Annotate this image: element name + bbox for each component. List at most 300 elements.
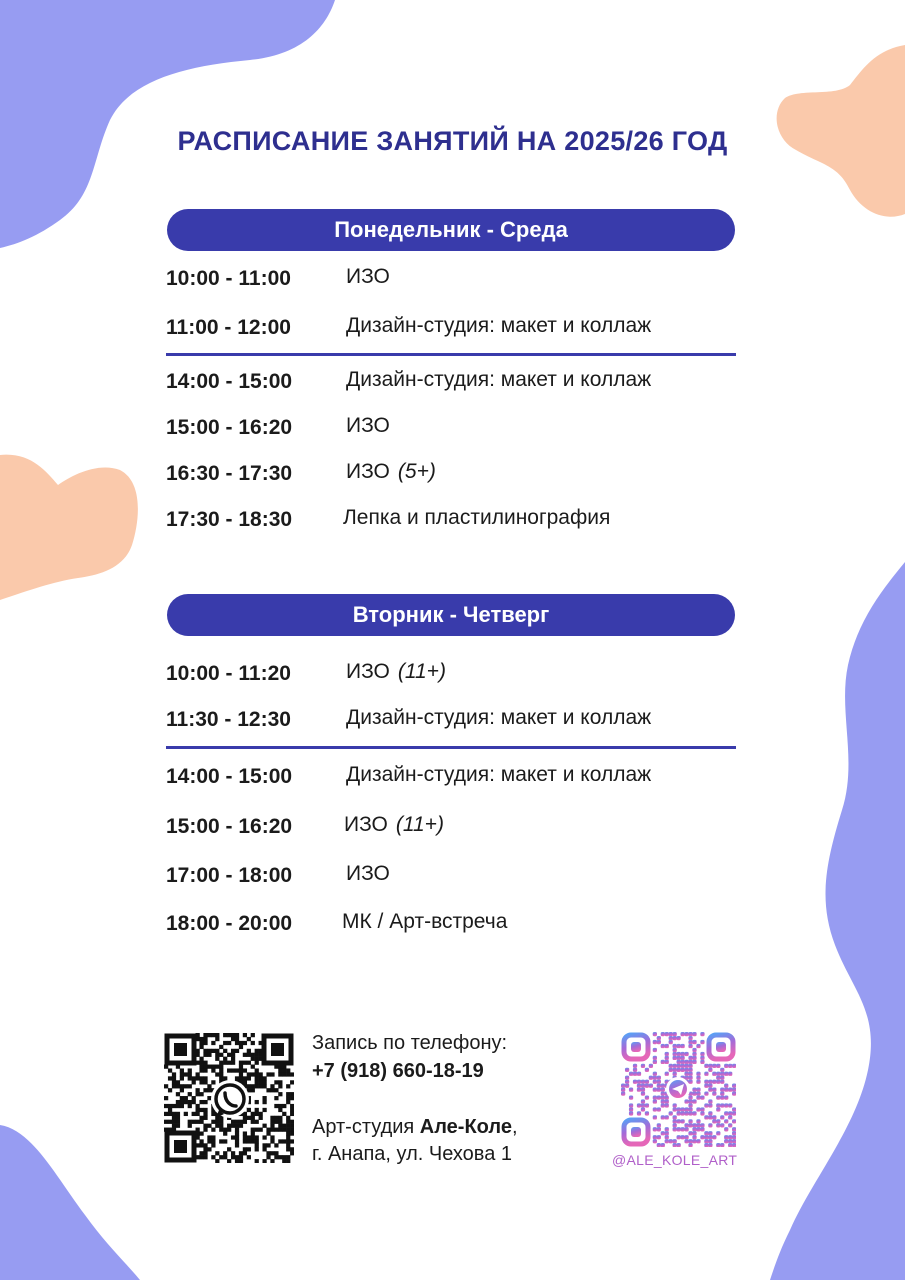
qr-module	[680, 1060, 684, 1064]
qr-module	[637, 1103, 641, 1107]
qr-module	[684, 1111, 688, 1115]
qr-module	[251, 1112, 255, 1116]
qr-module	[629, 1111, 633, 1115]
qr-module	[290, 1108, 294, 1112]
qr-module	[641, 1091, 645, 1095]
qr-module	[684, 1060, 688, 1064]
qr-module	[270, 1116, 274, 1120]
qr-module	[688, 1099, 692, 1103]
qr-module	[704, 1080, 708, 1084]
qr-module	[669, 1036, 673, 1040]
qr-module	[278, 1104, 282, 1108]
qr-module	[653, 1115, 657, 1119]
qr-module	[243, 1116, 247, 1120]
qr-module	[168, 1076, 172, 1080]
qr-module	[657, 1107, 661, 1111]
qr-module	[164, 1120, 168, 1124]
qr-module	[653, 1107, 657, 1111]
qr-module	[653, 1056, 657, 1060]
qr-module	[192, 1080, 196, 1084]
qr-module	[680, 1119, 684, 1123]
qr-module	[692, 1088, 696, 1092]
row-activity: ИЗО	[346, 414, 390, 437]
qr-module	[211, 1128, 215, 1132]
qr-module	[207, 1147, 211, 1151]
qr-module	[716, 1123, 720, 1127]
qr-module	[274, 1143, 278, 1147]
qr-module	[732, 1084, 736, 1088]
qr-module	[243, 1131, 247, 1135]
qr-module	[688, 1119, 692, 1123]
qr-module	[688, 1068, 692, 1072]
qr-module	[231, 1037, 235, 1041]
qr-module	[203, 1151, 207, 1155]
qr-module	[688, 1064, 692, 1068]
qr-module	[290, 1080, 294, 1084]
qr-module	[680, 1127, 684, 1131]
qr-module	[712, 1088, 716, 1092]
qr-module	[688, 1123, 692, 1127]
qr-module	[684, 1135, 688, 1139]
qr-module	[203, 1053, 207, 1057]
qr-module	[708, 1131, 712, 1135]
qr-module	[274, 1128, 278, 1132]
phone-label: Запись по телефону:	[312, 1032, 508, 1054]
qr-module	[677, 1064, 681, 1068]
qr-module	[700, 1032, 704, 1036]
qr-module	[270, 1151, 274, 1155]
qr-module	[227, 1061, 231, 1065]
whatsapp-qr-code[interactable]	[164, 1033, 294, 1163]
qr-module	[203, 1037, 207, 1041]
qr-module	[696, 1080, 700, 1084]
qr-module	[199, 1108, 203, 1112]
qr-module	[192, 1120, 196, 1124]
qr-module	[251, 1057, 255, 1061]
qr-module	[720, 1080, 724, 1084]
qr-module	[235, 1131, 239, 1135]
qr-module	[215, 1151, 219, 1155]
qr-module	[290, 1096, 294, 1100]
qr-module	[203, 1065, 207, 1069]
qr-module	[251, 1116, 255, 1120]
qr-module	[641, 1099, 645, 1103]
qr-module	[172, 1104, 176, 1108]
qr-module	[657, 1127, 661, 1131]
qr-module	[720, 1076, 724, 1080]
qr-module	[688, 1056, 692, 1060]
qr-module	[645, 1080, 649, 1084]
qr-module	[665, 1060, 669, 1064]
qr-module	[688, 1036, 692, 1040]
qr-module	[255, 1053, 259, 1057]
qr-module	[688, 1044, 692, 1048]
qr-module	[720, 1091, 724, 1095]
qr-module	[665, 1103, 669, 1107]
qr-module	[621, 1088, 625, 1092]
qr-module	[231, 1120, 235, 1124]
qr-module	[661, 1084, 665, 1088]
qr-module	[223, 1049, 227, 1053]
qr-module	[274, 1155, 278, 1159]
qr-module	[247, 1108, 251, 1112]
qr-module	[231, 1057, 235, 1061]
qr-module	[665, 1139, 669, 1143]
qr-module	[633, 1072, 637, 1076]
qr-module	[199, 1139, 203, 1143]
qr-module	[207, 1088, 211, 1092]
qr-module	[286, 1124, 290, 1128]
qr-module	[215, 1057, 219, 1061]
qr-module	[274, 1088, 278, 1092]
qr-module	[262, 1084, 266, 1088]
qr-module	[673, 1048, 677, 1052]
qr-module	[700, 1123, 704, 1127]
qr-module	[637, 1080, 641, 1084]
qr-module	[203, 1068, 207, 1072]
qr-module	[188, 1120, 192, 1124]
qr-module	[633, 1068, 637, 1072]
qr-module	[243, 1120, 247, 1124]
qr-module	[677, 1036, 681, 1040]
qr-module	[712, 1072, 716, 1076]
qr-module	[657, 1095, 661, 1099]
qr-module	[673, 1123, 677, 1127]
qr-module	[669, 1040, 673, 1044]
qr-module	[255, 1112, 259, 1116]
qr-module	[712, 1080, 716, 1084]
qr-module	[673, 1115, 677, 1119]
qr-module	[282, 1072, 286, 1076]
qr-module	[684, 1127, 688, 1131]
qr-module	[235, 1076, 239, 1080]
qr-module	[168, 1108, 172, 1112]
row-time: 15:00 - 16:20	[166, 815, 293, 838]
qr-module	[188, 1092, 192, 1096]
qr-module	[215, 1053, 219, 1057]
qr-module	[255, 1139, 259, 1143]
qr-module	[661, 1099, 665, 1103]
row-time: 18:00 - 20:00	[166, 912, 293, 935]
qr-module	[673, 1127, 677, 1131]
qr-module	[251, 1041, 255, 1045]
qr-module	[262, 1096, 266, 1100]
qr-module	[199, 1057, 203, 1061]
qr-module	[704, 1072, 708, 1076]
qr-module	[732, 1139, 736, 1143]
section-divider	[166, 353, 736, 356]
qr-module	[262, 1100, 266, 1104]
qr-module	[219, 1061, 223, 1065]
qr-module	[696, 1107, 700, 1111]
qr-module	[665, 1127, 669, 1131]
qr-module	[203, 1147, 207, 1151]
qr-module	[199, 1143, 203, 1147]
qr-module	[215, 1033, 219, 1037]
qr-module	[688, 1080, 692, 1084]
qr-module	[696, 1139, 700, 1143]
row-time: 11:00 - 12:00	[166, 316, 291, 339]
qr-module	[700, 1052, 704, 1056]
qr-module	[231, 1049, 235, 1053]
qr-module	[239, 1068, 243, 1072]
qr-module	[677, 1052, 681, 1056]
qr-module	[211, 1065, 215, 1069]
qr-module	[278, 1124, 282, 1128]
qr-module	[692, 1052, 696, 1056]
qr-module	[282, 1104, 286, 1108]
qr-module	[645, 1084, 649, 1088]
qr-module	[274, 1120, 278, 1124]
qr-module	[282, 1068, 286, 1072]
qr-module	[184, 1072, 188, 1076]
qr-module	[688, 1076, 692, 1080]
qr-module	[235, 1033, 239, 1037]
qr-module	[231, 1053, 235, 1057]
qr-module	[266, 1155, 270, 1159]
row-time: 14:00 - 15:00	[166, 370, 293, 393]
qr-module	[247, 1053, 251, 1057]
qr-module	[247, 1147, 251, 1151]
telegram-qr-code[interactable]	[621, 1032, 736, 1147]
section-divider	[166, 746, 736, 749]
qr-module	[243, 1076, 247, 1080]
qr-module	[680, 1064, 684, 1068]
qr-module	[720, 1095, 724, 1099]
qr-module	[677, 1060, 681, 1064]
studio-line: Арт-студия Але-Коле,	[312, 1116, 518, 1138]
qr-module	[266, 1131, 270, 1135]
qr-module	[708, 1139, 712, 1143]
qr-module	[199, 1116, 203, 1120]
qr-module	[720, 1115, 724, 1119]
qr-module	[653, 1139, 657, 1143]
instagram-handle[interactable]: @ALE_KOLE_ART	[612, 1152, 738, 1168]
qr-module	[270, 1088, 274, 1092]
qr-module	[700, 1107, 704, 1111]
qr-module	[661, 1103, 665, 1107]
qr-module	[282, 1112, 286, 1116]
qr-module	[262, 1080, 266, 1084]
qr-module	[720, 1072, 724, 1076]
qr-module	[223, 1128, 227, 1132]
qr-module	[176, 1112, 180, 1116]
qr-module	[259, 1128, 263, 1132]
qr-module	[286, 1139, 290, 1143]
qr-module	[270, 1135, 274, 1139]
qr-module	[251, 1128, 255, 1132]
row-activity: ИЗО (11+)	[346, 660, 446, 683]
qr-module	[259, 1116, 263, 1120]
qr-module	[688, 1111, 692, 1115]
qr-module	[251, 1135, 255, 1139]
qr-module	[704, 1103, 708, 1107]
qr-module	[266, 1128, 270, 1132]
qr-module	[199, 1068, 203, 1072]
qr-module	[235, 1124, 239, 1128]
qr-module	[665, 1052, 669, 1056]
qr-module	[227, 1033, 231, 1037]
qr-module	[223, 1057, 227, 1061]
qr-module	[203, 1041, 207, 1045]
qr-module	[665, 1044, 669, 1048]
qr-module	[199, 1065, 203, 1069]
qr-module	[732, 1127, 736, 1131]
qr-module	[657, 1080, 661, 1084]
qr-module	[239, 1159, 243, 1163]
qr-module	[172, 1112, 176, 1116]
qr-module	[235, 1120, 239, 1124]
row-time: 15:00 - 16:20	[166, 416, 293, 439]
qr-module	[661, 1060, 665, 1064]
qr-module	[629, 1103, 633, 1107]
qr-module	[243, 1139, 247, 1143]
qr-module	[645, 1103, 649, 1107]
qr-module	[724, 1103, 728, 1107]
qr-module	[188, 1068, 192, 1072]
qr-module	[239, 1076, 243, 1080]
qr-module	[692, 1135, 696, 1139]
qr-module	[255, 1057, 259, 1061]
qr-module	[290, 1072, 294, 1076]
qr-module	[692, 1127, 696, 1131]
qr-module	[688, 1143, 692, 1147]
qr-module	[172, 1124, 176, 1128]
qr-module	[286, 1100, 290, 1104]
qr-module	[680, 1032, 684, 1036]
qr-module	[621, 1084, 625, 1088]
qr-module	[274, 1116, 278, 1120]
qr-module	[227, 1147, 231, 1151]
blob-bottom-left	[0, 1125, 140, 1280]
qr-module	[653, 1072, 657, 1076]
qr-module	[290, 1104, 294, 1108]
qr-module	[665, 1099, 669, 1103]
qr-module	[629, 1072, 633, 1076]
qr-module	[199, 1080, 203, 1084]
row-activity: Дизайн-студия: макет и коллаж	[346, 368, 652, 391]
qr-module	[728, 1123, 732, 1127]
qr-module	[278, 1072, 282, 1076]
qr-module	[692, 1032, 696, 1036]
qr-module	[629, 1095, 633, 1099]
qr-module	[282, 1159, 286, 1163]
qr-module	[215, 1124, 219, 1128]
qr-module	[176, 1116, 180, 1120]
qr-module	[677, 1107, 681, 1111]
qr-module	[665, 1095, 669, 1099]
qr-module	[172, 1120, 176, 1124]
qr-module	[278, 1120, 282, 1124]
qr-module	[247, 1084, 251, 1088]
qr-module	[215, 1037, 219, 1041]
row-activity: ИЗО	[346, 862, 390, 885]
qr-module	[673, 1119, 677, 1123]
qr-module	[211, 1155, 215, 1159]
qr-module	[211, 1143, 215, 1147]
qr-module	[192, 1076, 196, 1080]
row-activity: ИЗО	[346, 265, 390, 288]
qr-module	[274, 1104, 278, 1108]
qr-module	[657, 1088, 661, 1092]
qr-module	[680, 1068, 684, 1072]
qr-module	[661, 1088, 665, 1092]
qr-module	[243, 1053, 247, 1057]
qr-module	[219, 1068, 223, 1072]
qr-module	[255, 1100, 259, 1104]
qr-module	[621, 1091, 625, 1095]
qr-module	[239, 1120, 243, 1124]
qr-module	[728, 1072, 732, 1076]
qr-module	[286, 1116, 290, 1120]
qr-module	[203, 1128, 207, 1132]
qr-module	[708, 1111, 712, 1115]
qr-module	[692, 1123, 696, 1127]
qr-module	[274, 1080, 278, 1084]
qr-module	[196, 1092, 200, 1096]
qr-module	[168, 1104, 172, 1108]
qr-module	[243, 1147, 247, 1151]
qr-module	[211, 1080, 215, 1084]
qr-module	[164, 1096, 168, 1100]
qr-module	[688, 1107, 692, 1111]
qr-module	[661, 1032, 665, 1036]
qr-module	[641, 1084, 645, 1088]
qr-module	[712, 1115, 716, 1119]
qr-module	[243, 1033, 247, 1037]
qr-module	[247, 1076, 251, 1080]
qr-module	[270, 1128, 274, 1132]
qr-module	[641, 1088, 645, 1092]
qr-module	[184, 1096, 188, 1100]
qr-module	[732, 1091, 736, 1095]
qr-module	[243, 1151, 247, 1155]
qr-module	[196, 1088, 200, 1092]
qr-module	[199, 1100, 203, 1104]
qr-module	[708, 1103, 712, 1107]
row-activity: МК / Арт-встреча	[342, 910, 508, 933]
qr-module	[290, 1124, 294, 1128]
qr-module	[716, 1076, 720, 1080]
qr-module	[732, 1131, 736, 1135]
phone-number[interactable]: +7 (918) 660-18-19	[312, 1060, 484, 1082]
qr-module	[227, 1041, 231, 1045]
qr-module	[211, 1120, 215, 1124]
qr-module	[684, 1099, 688, 1103]
row-time: 10:00 - 11:00	[166, 267, 291, 290]
qr-module	[720, 1103, 724, 1107]
qr-module	[665, 1131, 669, 1135]
qr-module	[720, 1088, 724, 1092]
qr-module	[728, 1064, 732, 1068]
qr-module	[196, 1108, 200, 1112]
qr-module	[696, 1076, 700, 1080]
qr-module	[176, 1104, 180, 1108]
qr-module	[270, 1084, 274, 1088]
qr-module	[724, 1111, 728, 1115]
qr-module	[199, 1037, 203, 1041]
qr-module	[677, 1068, 681, 1072]
qr-module	[262, 1159, 266, 1163]
qr-module	[231, 1155, 235, 1159]
qr-module	[661, 1091, 665, 1095]
qr-module	[223, 1139, 227, 1143]
telegram-icon	[666, 1077, 690, 1101]
qr-module	[235, 1037, 239, 1041]
qr-module	[641, 1107, 645, 1111]
qr-module	[665, 1115, 669, 1119]
qr-module	[286, 1096, 290, 1100]
